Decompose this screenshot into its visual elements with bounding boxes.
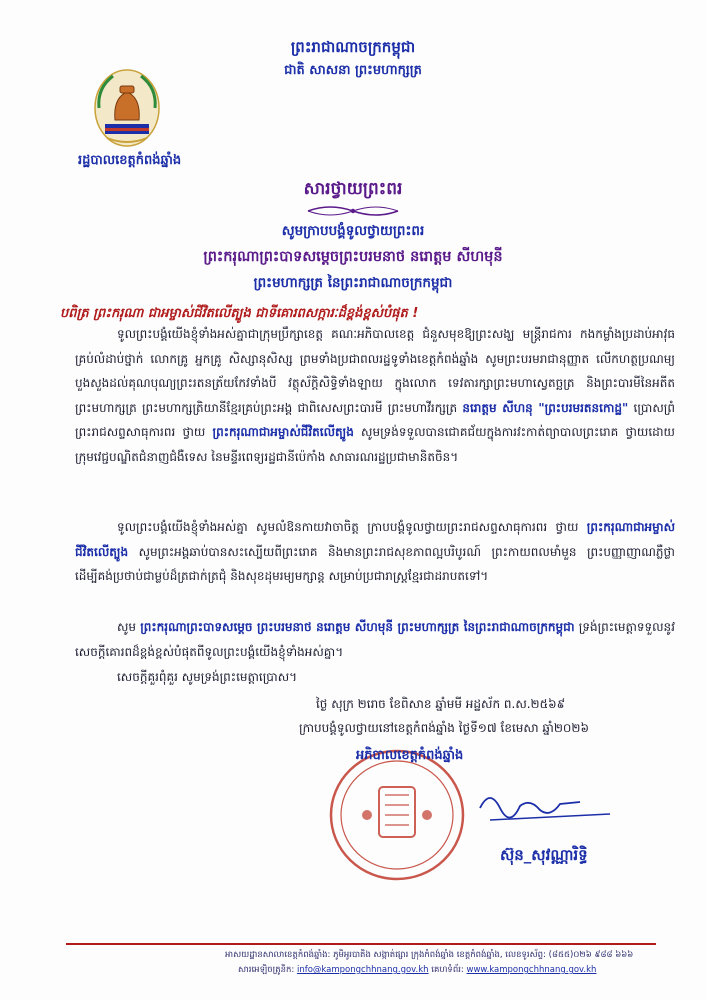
kingdom-header: ព្រះរាជាណាចក្រកម្ពុជា <box>290 38 416 56</box>
letter-title: សារថ្វាយព្រះពរ <box>303 179 403 199</box>
official-seal-stamp <box>327 745 479 885</box>
address-line: បពិត្រ ព្រះករុណា ជាអម្ចាស់ជីវិតលើត្បូង ជាទីគោរពសក្ការៈដ៏ខ្ពង់ខ្ពស់បំផុត ! <box>60 306 419 321</box>
solar-date: ក្រាបបង្គំទូលថ្វាយនៅខេត្តកំពង់ឆ្នាំង ថ្ងៃទី១៧ ខែមេសា ឆ្នាំ២០២៦ <box>299 721 589 735</box>
footer-divider <box>66 943 656 945</box>
handwritten-signature <box>470 778 620 838</box>
email-link[interactable]: info@kampongchhnang.gov.kh <box>296 965 429 975</box>
signatory-title: អភិបាលខេត្តកំពង់ឆ្នាំង <box>356 748 464 763</box>
salutation-line-2: ព្រះករុណាព្រះបាទសម្តេចព្រះបរមនាថ នរោត្តម សីហមុនី <box>203 249 503 265</box>
footer-contact: សារអេឡិចត្រូនិក: info@kampongchhnang.gov.kh គេហទំព័រ: www.kampongchhnang.gov.kh <box>238 965 597 975</box>
paragraph-1: ទូលព្រះបង្គំយើងខ្ញុំទាំងអស់គ្នាជាក្រុមប្រឹក្សាខេត្ត គណៈអភិបាលខេត្ត ជំនួសមុខឱ្យព្រះសង្ឃ មន្ត្រីរាជការ កងកម្លាំងប្រដាប់អាវុធគ្រប់លំដាប់ថ្នាក់ លោកគ្រូ អ្នកគ្រូ សិស្សានុសិស្ស ព្រមទាំងប្រជាពលរដ្ឋទូទាំងខេត្តកំពង់ឆ្នាំង សូមព្រះបរមរាជានុញ្ញាត លើកហត្ថប្រណម្យបួងសួងដល់គុណបុណ្យព្រះរតនត្រ័យកែវទាំងបី វត្ថុស័ក្តិសិទ្ធិទាំងឡាយ ក្នុងលោក ទេវតារក្សាព្រះមហាស្វេតច្ឆត្រ និងព្រះបារមីនៃអតីតព្រះមហាក្សត្រ ព្រះមហាក្សត្រិយានីខ្មែរគ្រប់ព្រះអង្គ ជាពិសេសព្រះបារមី ព្រះមហាវីរក្សត្រ នរោត្តម សីហនុ "ព្រះបរមរតនកោដ្ឋ" ប្រោសព្រំព្រះរាជសព្ទសាធុការពរ ថ្វាយ ព្រះករុណាជាអម្ចាស់ជីវិតលើត្បូង សូមទ្រង់ទទួលបានជោគជ័យក្នុងការវះកាត់ព្យាបាលព្រះរោគ ថ្វាយដោយក្រុមវេជ្ជបណ្ឌិតជំនាញជំងឺទេស នៃមន្ទីរពេទ្យរដ្ឋជានីប៉េកាំង សាធារណរដ្ឋប្រជាមានិតចិន។ <box>75 327 675 464</box>
organization-name: រដ្ឋបាលខេត្តកំពង់ឆ្នាំង <box>78 153 182 168</box>
paragraph-2: ទូលព្រះបង្គំយើងខ្ញុំទាំងអស់គ្នា សូមលំឱនកាយវាចាចិត្ត ក្រាបបង្គំទូលថ្វាយព្រះរាជសព្ទសាធុការពរ ថ្វាយ ព្រះករុណាជាអម្ចាស់ជីវិតលើត្បូង សូមព្រះអង្គឆាប់បានសះស្បើយពីព្រះរោគ និងមានព្រះរាជសុខភាពល្អបរិបូរណ៍ ព្រះកាយពលមាំមួន ព្រះបញ្ញាញាណភ្លឺថ្លា ដើម្បីគង់ប្រថាប់ជាម្លប់ដ៏ត្រជាក់ត្រជុំ និងសុខដុមរម្យមក្សាន្ត សម្រាប់ប្រជារាស្ត្រខ្មែរជាដរាបតទៅ។ <box>75 520 675 583</box>
national-motto: ជាតិ សាសនា ព្រះមហាក្សត្រ <box>284 63 422 78</box>
salutation-line-3: ព្រះមហាក្សត្រ នៃព្រះរាជាណាចក្រកម្ពុជា <box>253 275 453 291</box>
footer-address: អាសយដ្ឋានសាលាខេត្តកំពង់ឆ្នាំង: ភូមិអូរបាតិង សង្កាត់ផ្សារ ក្រុងកំពង់ឆ្នាំង ខេត្តកំពង់ឆ្នាំង, លេខទូរស័ព្ទ: (៨៥៥)០២៦ ៩៨៨ ៦៦៦ <box>225 950 634 960</box>
signer-name: ស៊ុន_សុវណ្ណារិទ្ធិ <box>500 846 588 864</box>
lunar-date: ថ្ងៃ សុក្រ ២រោច ខែពិសាខ ឆ្នាំមមី អដ្ឋស័ក ព.ស.២៥៦៩ <box>316 697 566 711</box>
ornament-divider-icon <box>306 204 400 218</box>
salutation-line-1: សូមក្រាបបង្គំទូលថ្វាយព្រះពរ <box>281 223 425 239</box>
website-link[interactable]: www.kampongchhnang.gov.kh <box>466 965 597 975</box>
provincial-emblem-logo <box>93 68 161 148</box>
paragraph-3: សូម ព្រះករុណាព្រះបាទសម្តេច ព្រះបរមនាថ នរោត្តម សីហមុនី ព្រះមហាក្សត្រ នៃព្រះរាជាណាចក្រកម្ពុជា ទ្រង់ព្រះមេត្តាទទួលនូវសេចក្តីគោរពដ៏ខ្ពង់ខ្ពស់បំផុតពីទូលព្រះបង្គំយើងខ្ញុំទាំងអស់គ្នា។ <box>75 620 675 659</box>
paragraph-4: សេចក្តីគួរពុំគួរ សូមទ្រង់ព្រះមេត្តាប្រោស។ <box>117 670 298 684</box>
